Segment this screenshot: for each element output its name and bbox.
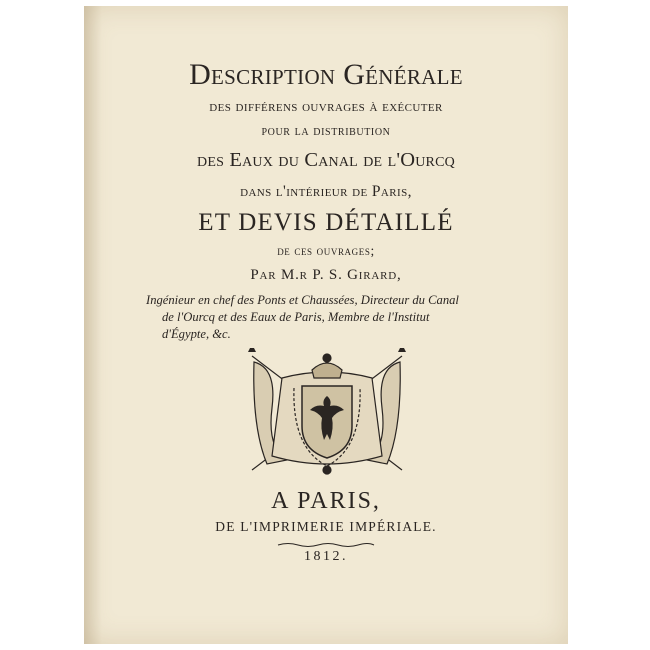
author-description-line-1: Ingénieur en chef des Ponts et Chaussées, Directeur du Canal (146, 293, 459, 307)
author-description-line-2: de l'Ourcq et des Eaux de Paris, Membre de l'Institut (162, 310, 430, 324)
subtitle-line-7: de ces ouvrages; (277, 243, 375, 258)
subtitle-line-4: des Eaux du Canal de l'Ourcq (197, 149, 455, 171)
author-description-line-3: d'Égypte, &c. (162, 327, 231, 341)
subtitle-line-5: dans l'intérieur de Paris, (240, 183, 412, 200)
title-page (84, 6, 568, 644)
imperial-eagle-coat-of-arms-icon (232, 348, 422, 478)
subtitle-line-2: des différens ouvrages à exécuter (209, 98, 443, 115)
decorative-rule-icon (276, 542, 376, 548)
subtitle-line-6: ET DEVIS DÉTAILLÉ (198, 209, 454, 236)
author-line: Par M.r P. S. Girard, (250, 267, 402, 283)
title-main: Description Générale (189, 58, 463, 91)
place-of-publication: A PARIS, (271, 488, 381, 514)
publication-year: 1812. (304, 549, 348, 564)
publisher: DE L'IMPRIMERIE IMPÉRIALE. (215, 519, 437, 534)
subtitle-line-3: pour la distribution (261, 124, 391, 139)
